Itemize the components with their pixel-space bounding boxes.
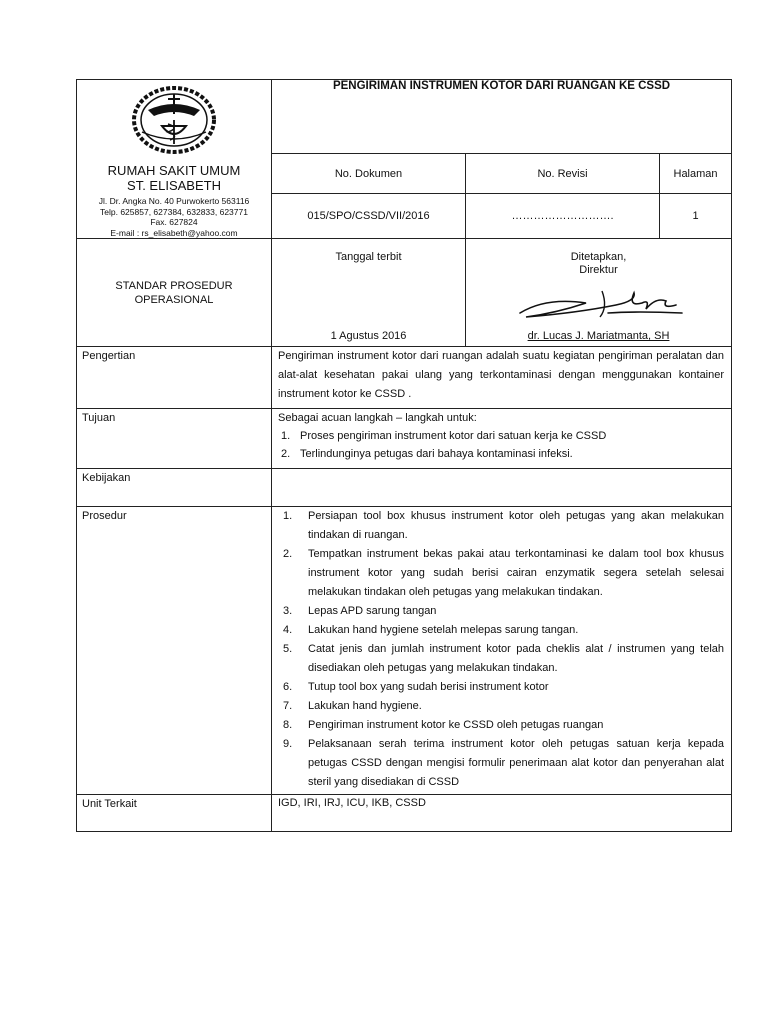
kebijakan-content bbox=[272, 469, 732, 507]
hospital-logo bbox=[128, 84, 220, 156]
list-item: 1. Persiapan tool box khusus instrument kotor oleh petugas yang akan melakukan tindakan di ruangan. bbox=[283, 510, 725, 541]
approval-cell bbox=[466, 239, 732, 347]
list-item: 7. Lakukan hand hygiene. bbox=[283, 700, 422, 712]
sop-label-line2: OPERASIONAL bbox=[134, 293, 214, 306]
prosedur-label: Prosedur bbox=[77, 507, 272, 795]
no-revisi-label: No. Revisi bbox=[466, 154, 660, 194]
hospital-name-line1: RUMAH SAKIT UMUM bbox=[107, 163, 241, 178]
prosedur-content bbox=[272, 507, 732, 795]
tujuan-label: Tujuan bbox=[77, 409, 272, 469]
hospital-header bbox=[77, 80, 272, 239]
kebijakan-label: Kebijakan bbox=[77, 469, 272, 507]
unit-terkait-text: IGD, IRI, IRJ, ICU, IKB, CSSD bbox=[272, 795, 732, 832]
ditetapkan-label: Ditetapkan, bbox=[570, 251, 627, 263]
tujuan-content bbox=[272, 409, 732, 469]
direktur-label: Direktur bbox=[579, 264, 618, 276]
pengertian-paragraph: Pengiriman instrument kotor dari ruangan adalah suatu kegiatan pengiriman peralatan dan alat-alat kesehatan pakai ulang yang terkontaminasi dengan menggunakan kontainer instrument kotor ke CSSD . bbox=[278, 350, 725, 400]
hospital-address: Jl. Dr. Angka No. 40 Purwokerto 563116 bbox=[98, 196, 250, 206]
no-revisi-value: ………………………. bbox=[466, 194, 660, 239]
sop-label-cell bbox=[77, 239, 272, 347]
pengertian-label: Pengertian bbox=[77, 347, 272, 409]
director-name: dr. Lucas J. Mariatmanta, SH bbox=[527, 330, 670, 342]
hospital-email: E-mail : rs_elisabeth@yahoo.com bbox=[110, 227, 238, 238]
hospital-fax: Fax. 627824 bbox=[150, 217, 198, 227]
issue-date-cell bbox=[272, 239, 466, 347]
list-item: 2. Tempatkan instrument bekas pakai atau terkontaminasi ke dalam tool box khusus instrument kotor yang sudah berisi cairan enzymatik segera setelah selesai melakukan tindakan oleh petugas yang melakukan tindakan. bbox=[283, 548, 725, 598]
no-dokumen-value: 015/SPO/CSSD/VII/2016 bbox=[272, 194, 466, 239]
hospital-phone: Telp. 625857, 627384, 632833, 623771 bbox=[100, 206, 248, 217]
halaman-value: 1 bbox=[660, 194, 732, 239]
list-item: 8. Pengiriman instrument kotor ke CSSD oleh petugas ruangan bbox=[283, 719, 604, 731]
list-item: 4. Lakukan hand hygiene setelah melepas sarung tangan. bbox=[283, 624, 579, 636]
halaman-label: Halaman bbox=[660, 154, 732, 194]
tanggal-terbit-label: Tanggal terbit bbox=[335, 251, 402, 263]
document-title: PENGIRIMAN INSTRUMEN KOTOR DARI RUANGAN KE CSSD bbox=[272, 80, 732, 154]
list-item: 6. Tutup tool box yang sudah berisi instrument kotor bbox=[283, 681, 549, 693]
list-item: 3. Lepas APD sarung tangan bbox=[283, 605, 437, 617]
tujuan-intro: Sebagai acuan langkah – langkah untuk: bbox=[278, 412, 477, 424]
pengertian-text bbox=[272, 347, 732, 409]
list-item: 5. Catat jenis dan jumlah instrument kotor pada cheklis alat / instrumen yang telah disediakan oleh petugas yang melakukan tindakan. bbox=[283, 643, 725, 674]
list-item: 1. Proses pengiriman instrument kotor dari satuan kerja ke CSSD bbox=[281, 430, 607, 442]
sop-document bbox=[76, 79, 732, 832]
list-item: 9. Pelaksanaan serah terima instrument kotor oleh petugas satuan kerja kepada petugas CSSD dengan mengisi formulir penerimaan alat kotor dan penyerahan alat steril yang disediakan di CSSD bbox=[283, 738, 725, 788]
list-item: 2. Terlindunginya petugas dari bahaya kontaminasi infeksi. bbox=[281, 448, 573, 460]
no-dokumen-label: No. Dokumen bbox=[272, 154, 466, 194]
director-signature bbox=[516, 283, 686, 323]
sop-label-line1: STANDAR PROSEDUR bbox=[115, 279, 233, 292]
unit-terkait-label: Unit Terkait bbox=[77, 795, 272, 832]
hospital-name-line2: ST. ELISABETH bbox=[127, 178, 221, 193]
tanggal-terbit-value: 1 Agustus 2016 bbox=[330, 330, 407, 342]
